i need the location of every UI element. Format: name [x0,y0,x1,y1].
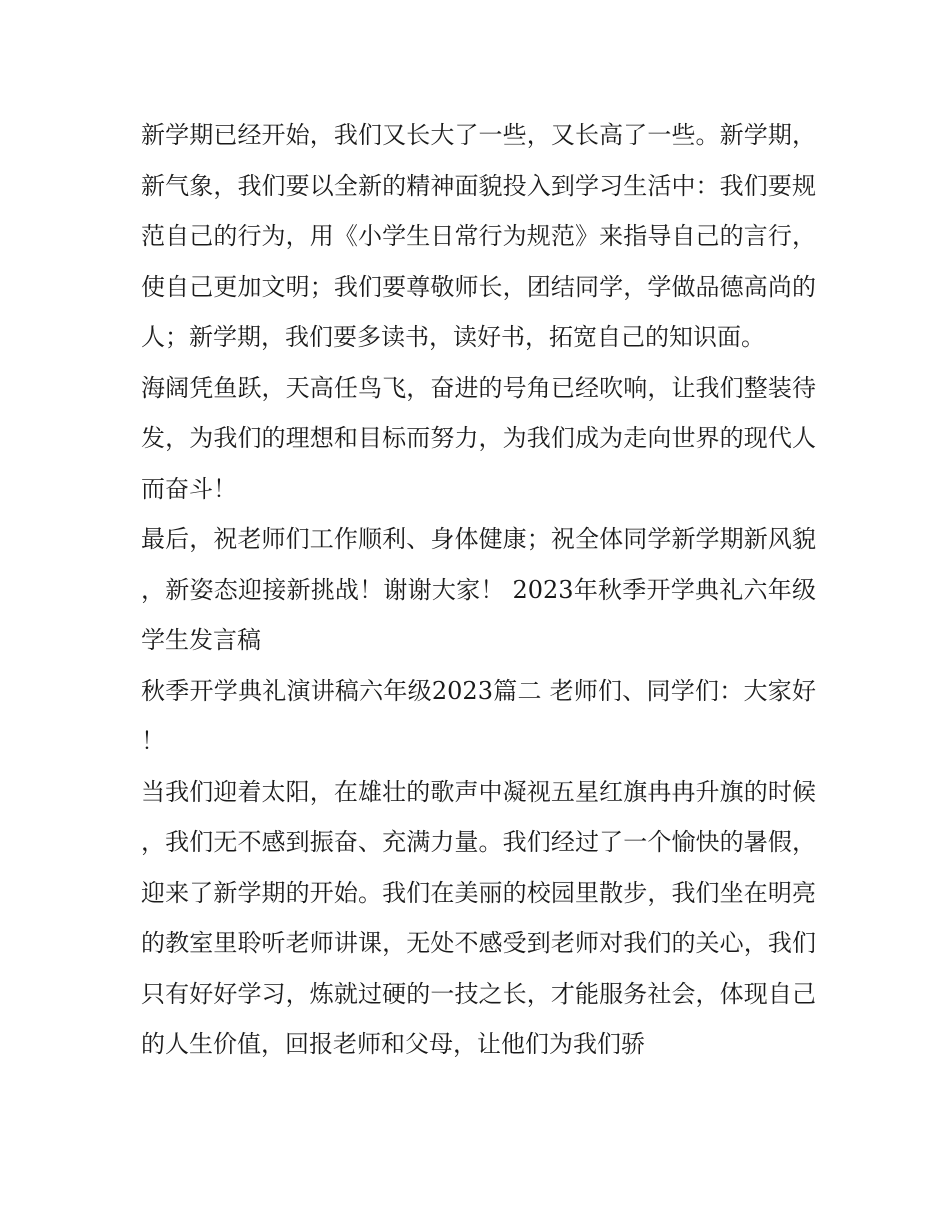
document-body [141,110,816,1070]
paragraph-new-semester: 新学期已经开始，我们又长大了一些，又长高了一些。新学期，新气象，我们要以全新的精神面貌投入到学习生活中：我们要规范自己的行为，用《小学生日常行为规范》来指导自己的言行，使自己更加文明；我们要尊敬师长，团结同学，学做品德高尚的人；新学期，我们要多读书，读好书，拓宽自己的知识面。 [141,121,816,351]
paragraph-closing-wishes: 最后，祝老师们工作顺利、身体健康；祝全体同学新学期新风貌，新姿态迎接新挑战！谢谢大家！ 2023年秋季开学典礼六年级学生发言稿 [141,525,816,654]
paragraph-aspiration: 海阔凭鱼跃，天高任鸟飞，奋进的号角已经吹响，让我们整装待发，为我们的理想和目标而努力，为我们成为走向世界的现代人而奋斗！ [141,373,816,503]
paragraph-speech-two-heading: 秋季开学典礼演讲稿六年级2023篇二 老师们、同学们：大家好！ [141,676,816,755]
paragraph-flag-raising: 当我们迎着太阳，在雄壮的歌声中凝视五星红旗冉冉升旗的时候，我们无不感到振奋、充满力量。我们经过了一个愉快的暑假，迎来了新学期的开始。我们在美丽的校园里散步，我们坐在明亮的教室里聆听老师讲课，无处不感受到老师对我们的关心，我们只有好好学习，炼就过硬的一技之长，才能服务社会，体现自己的人生价值，回报老师和父母，让他们为我们骄 [141,777,816,1058]
